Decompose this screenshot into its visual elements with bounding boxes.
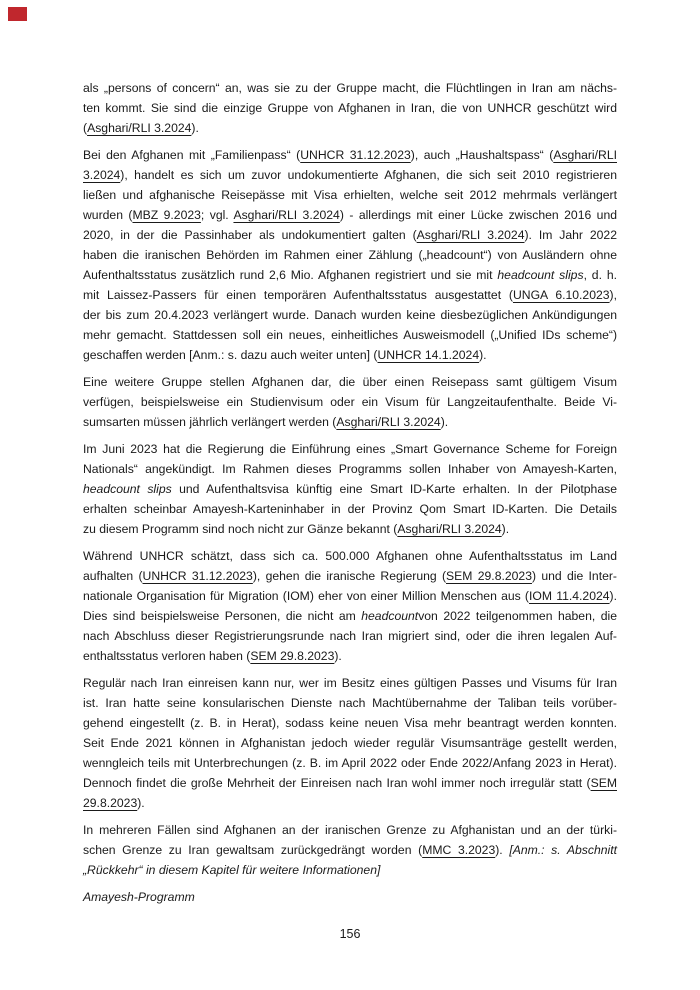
text-run: Eine weitere Gruppe stellen Afghanen dar, die über einen Reisepass samt gültigem Visum: [83, 375, 617, 389]
text-line: [83, 793, 617, 813]
text-run: der bis zum 20.4.2023 verlängert wurde. Danach wurden keine diesbezüglichen Ankündigungen: [83, 308, 617, 322]
citation-link[interactable]: SEM 29.8.2023: [250, 649, 335, 663]
citation-link[interactable]: Asghari/RLI: [553, 148, 617, 162]
citation-link[interactable]: Asghari/RLI 3.2024: [233, 208, 340, 222]
text-run: enthaltsstatus verloren haben (: [83, 649, 251, 663]
text-run: mit Laissez-Passers für einen temporären Aufenthaltsstatus ausgestattet (: [83, 288, 513, 302]
text-run: 2020, in der die Passinhaber als undokumentiert galten (: [83, 228, 417, 242]
text-run: nationale Organisation für Migration (IOM) eher von einer Million Menschen aus (: [83, 589, 529, 603]
text-run: In mehreren Fällen sind Afghanen an der iranischen Grenze zu Afghanistan und an der türki-: [83, 823, 617, 837]
paragraph: [83, 546, 617, 666]
text-line: [83, 840, 617, 860]
text-line: [83, 165, 617, 185]
text-run: ) und die Inter-: [531, 569, 617, 583]
paragraph: [83, 439, 617, 539]
page-number: 156: [339, 927, 361, 941]
text-line: [83, 673, 617, 693]
text-run: ). Im Jahr 2022: [524, 228, 617, 242]
citation-link[interactable]: 3.2024: [83, 168, 121, 182]
text-run: ).: [479, 348, 487, 362]
text-run: ), auch „Haushaltspass“ (: [410, 148, 554, 162]
text-line: [83, 305, 617, 325]
text-line: [83, 185, 617, 205]
text-run: ist. Iran hatte seine konsularischen Dienste nach Machtübernahme der Taliban teils vorüber-: [83, 696, 617, 710]
text-run: wenngleich teils mit Unterbrechungen (z. B. im April 2022 oder Ende 2022/Anfang 2023 in Herat).: [83, 756, 617, 770]
text-line: [83, 265, 617, 285]
text-run: Aufenthaltsstatus zusätzlich rund 2,6 Mio. Afghanen registriert und sie mit: [83, 268, 498, 282]
citation-link[interactable]: UNGA 6.10.2023: [512, 288, 610, 302]
text-line: [83, 606, 617, 626]
citation-link[interactable]: SEM: [590, 776, 617, 790]
italic-text: headcount: [361, 609, 419, 623]
text-run: ).: [609, 589, 617, 603]
italic-text: [Anm.: s. Abschnitt: [509, 843, 617, 857]
paragraph: [83, 372, 617, 432]
red-corner-marker: [8, 7, 27, 21]
text-run: nach Abschluss dieser Registrierungsrunde nach Iran migriert sind, oder die ihren legalen Auf-: [83, 629, 617, 643]
text-run: ten kommt. Sie sind die einzige Gruppe von Afghanen in Iran, die von UNHCR geschützt wird: [83, 101, 617, 115]
text-line: [83, 439, 617, 459]
text-run: aufhalten (: [83, 569, 143, 583]
text-run: erhalten scheinbar Amayesh-Karteninhaber in der Provinz Qom Smart ID-Karten. Die Details: [83, 502, 617, 516]
citation-link[interactable]: UNHCR 14.1.2024: [377, 348, 480, 362]
text-line: [83, 860, 617, 880]
text-line: [83, 145, 617, 165]
text-line: [83, 713, 617, 733]
text-run: wurden (: [83, 208, 133, 222]
text-run: , d. h.: [583, 268, 617, 282]
citation-link[interactable]: MMC 3.2023: [422, 843, 496, 857]
text-run: Im Juni 2023 hat die Regierung die Einführung eines „Smart Governance Scheme for Foreign: [83, 442, 617, 456]
text-line: [83, 98, 617, 118]
text-line: [83, 459, 617, 479]
text-run: ).: [191, 121, 199, 135]
text-run: haben die iranischen Behörden im Rahmen einer Zählung („headcount“) von Ausländern ohne: [83, 248, 617, 262]
citation-link[interactable]: 29.8.2023: [83, 796, 138, 810]
text-line: [83, 546, 617, 566]
text-run: ).: [334, 649, 342, 663]
text-line: [83, 693, 617, 713]
text-line: [83, 646, 617, 666]
text-run: gehend eingestellt (z. B. in Herat), sodass keine neuen Visa mehr beantragt werden konnten.: [83, 716, 617, 730]
italic-text: Amayesh-Programm: [83, 890, 195, 904]
text-line: [83, 733, 617, 753]
page-body-text: [83, 78, 617, 914]
text-run: ) - allerdings mit einer Lücke zwischen 2016 und: [339, 208, 618, 222]
text-run: ).: [440, 415, 449, 429]
text-line: [83, 372, 617, 392]
text-line: [83, 626, 617, 646]
text-line: [83, 245, 617, 265]
citation-link[interactable]: IOM 11.4.2024: [529, 589, 610, 603]
italic-text: headcount slips: [497, 268, 584, 282]
text-line: [83, 773, 617, 793]
citation-link[interactable]: Asghari/RLI 3.2024: [87, 121, 192, 135]
text-line: [83, 479, 617, 499]
text-run: von 2022 teilgenommen haben, die: [418, 609, 617, 623]
text-run: Seit Ende 2021 können in Afghanistan jedoch wieder regulär Visumsanträge gestellt werden,: [83, 736, 617, 750]
text-line: [83, 412, 617, 432]
text-line: [83, 392, 617, 412]
paragraph: [83, 673, 617, 813]
citation-link[interactable]: SEM 29.8.2023: [446, 569, 532, 583]
text-line: [83, 820, 617, 840]
citation-link[interactable]: MBZ 9.2023: [132, 208, 201, 222]
citation-link[interactable]: UNHCR 31.12.2023: [142, 569, 253, 583]
text-line: [83, 225, 617, 245]
text-line: [83, 586, 617, 606]
text-run: (: [83, 121, 88, 135]
text-line: [83, 566, 617, 586]
text-run: Dies sind beispielsweise Personen, die nicht am: [83, 609, 362, 623]
text-run: ; vgl.: [200, 208, 234, 222]
text-run: Dennoch findet die große Mehrheit der Einreisen nach Iran wohl immer noch irregulär statt (: [83, 776, 591, 790]
citation-link[interactable]: Asghari/RLI 3.2024: [397, 522, 502, 536]
text-line: [83, 345, 617, 365]
text-line: [83, 519, 617, 539]
paragraph: [83, 78, 617, 138]
text-run: mehr gemacht. Stattdessen soll ein neues, einheitliches Ausweismodell („Unified IDs scheme“): [83, 328, 617, 342]
text-run: und Aufenthaltsvisa künftig eine Smart ID-Karte erhalten. In der Pilotphase: [171, 482, 617, 496]
text-line: [83, 285, 617, 305]
text-line: [83, 205, 617, 225]
text-line: [83, 499, 617, 519]
text-line: [83, 753, 617, 773]
italic-text: „Rückkehr“ in diesem Kapitel für weitere Informationen]: [83, 863, 381, 877]
text-run: ), handelt es sich um zuvor undokumentierte Afghanen, die sich seit 2010 registrieren: [120, 168, 617, 182]
text-line: [83, 78, 617, 98]
paragraph: [83, 820, 617, 880]
text-run: verfügen, beispielsweise ein Studienvisum oder ein Visum für Langzeitaufenthalte. Beide Vi-: [83, 395, 617, 409]
paragraph: [83, 145, 617, 365]
citation-link[interactable]: Asghari/RLI 3.2024: [416, 228, 525, 242]
text-run: Nationals“ angekündigt. Im Rahmen dieses Programms sollen Inhaber von Amayesh-Karten,: [83, 462, 617, 476]
text-line: [83, 118, 617, 138]
text-run: sumsarten müssen jährlich verlängert werden (: [83, 415, 337, 429]
text-run: ), gehen die iranische Regierung (: [252, 569, 447, 583]
citation-link[interactable]: UNHCR 31.12.2023: [300, 148, 411, 162]
text-run: zu diesem Programm sind noch nicht zur Gänze bekannt (: [83, 522, 398, 536]
text-run: ).: [495, 843, 510, 857]
text-run: Während UNHCR schätzt, dass sich ca. 500.000 Afghanen ohne Aufenthaltsstatus im Land: [83, 549, 617, 563]
text-run: Bei den Afghanen mit „Familienpass“ (: [83, 148, 301, 162]
citation-link[interactable]: Asghari/RLI 3.2024: [336, 415, 441, 429]
text-run: ließen und afghanische Reisepässe mit Visa erhielten, welche seit 2012 mehrmals verlängert: [83, 188, 617, 202]
italic-text: headcount slips: [83, 482, 172, 496]
text-run: geschaffen werden [Anm.: s. dazu auch weiter unten] (: [83, 348, 378, 362]
text-run: schen Grenze zu Iran gewaltsam zurückgedrängt worden (: [83, 843, 423, 857]
text-run: als „persons of concern“ an, was sie zu der Gruppe macht, die Flüchtlingen in Iran am nächs-: [83, 81, 617, 95]
text-run: Regulär nach Iran einreisen kann nur, wer im Besitz eines gültigen Passes und Visums für Iran: [83, 676, 617, 690]
text-line: [83, 887, 617, 907]
text-line: [83, 325, 617, 345]
text-run: ).: [137, 796, 145, 810]
paragraph: [83, 887, 617, 907]
text-run: ),: [609, 288, 617, 302]
text-run: ).: [501, 522, 510, 536]
